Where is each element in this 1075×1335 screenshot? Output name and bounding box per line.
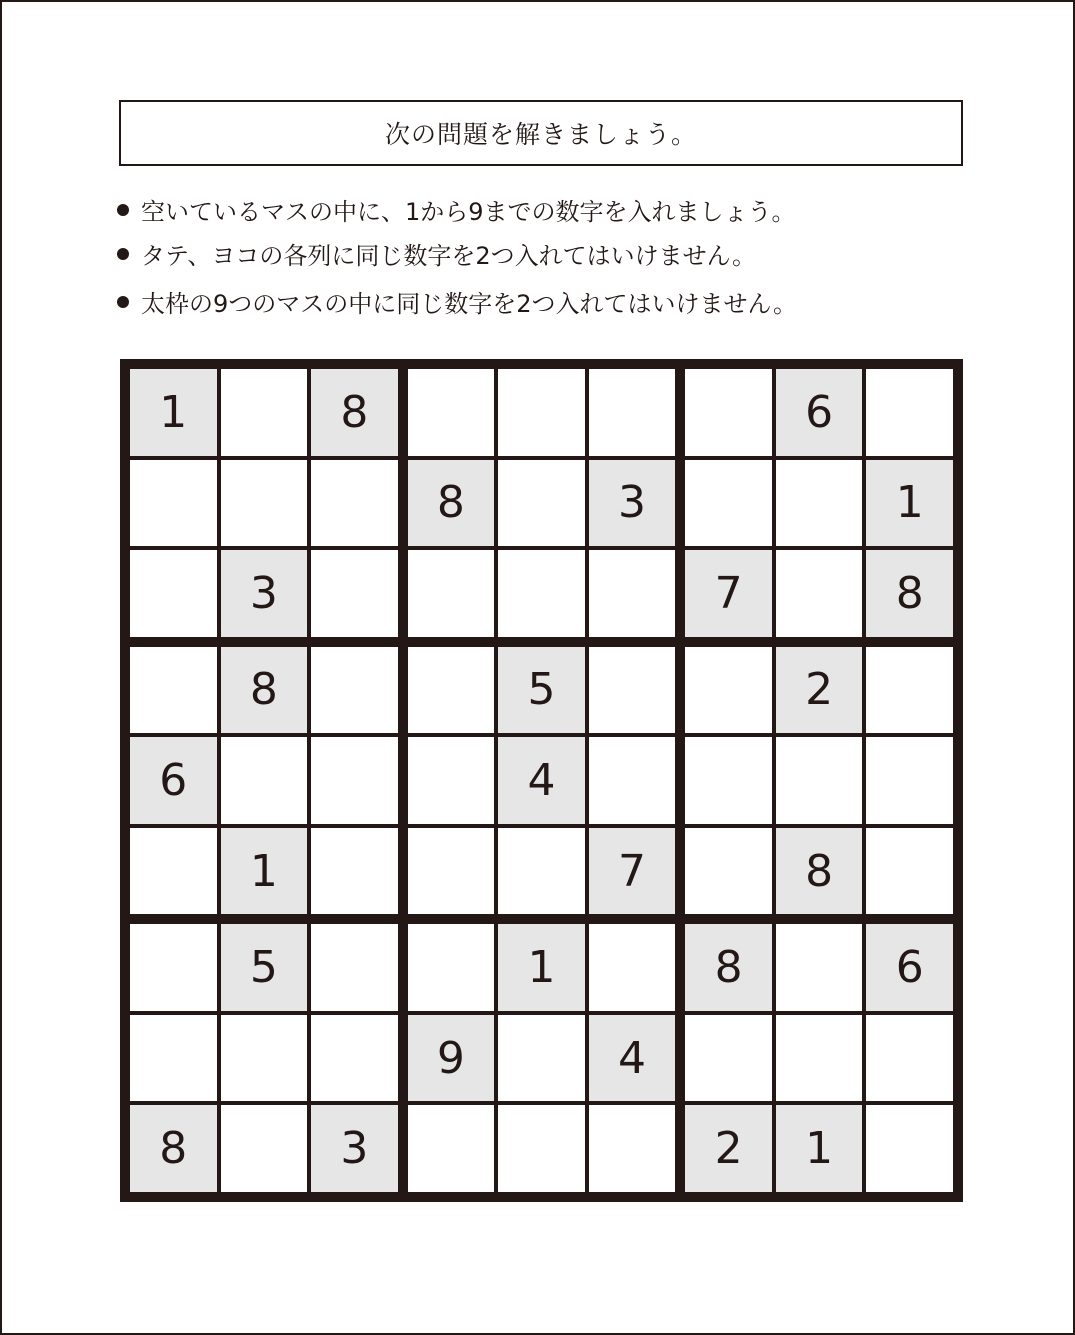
empty-cell[interactable]: [589, 647, 676, 734]
given-cell: 7: [685, 550, 772, 637]
empty-cell[interactable]: [776, 924, 863, 1011]
empty-cell[interactable]: [498, 369, 585, 456]
empty-cell[interactable]: [866, 647, 953, 734]
empty-cell[interactable]: [685, 647, 772, 734]
empty-cell[interactable]: [311, 460, 398, 547]
given-cell: 2: [685, 1105, 772, 1192]
empty-cell[interactable]: [866, 369, 953, 456]
empty-cell[interactable]: [589, 369, 676, 456]
empty-cell[interactable]: [866, 737, 953, 824]
empty-cell[interactable]: [866, 1015, 953, 1102]
empty-cell[interactable]: [408, 550, 495, 637]
given-cell: 1: [498, 924, 585, 1011]
empty-cell[interactable]: [130, 647, 217, 734]
rule-text: 太枠の9つのマスの中に同じ数字を2つ入れてはいけません。: [141, 290, 797, 318]
empty-cell[interactable]: [408, 369, 495, 456]
bullet-icon: [117, 248, 129, 260]
empty-cell[interactable]: [776, 550, 863, 637]
given-cell: 4: [589, 1015, 676, 1102]
empty-cell[interactable]: [589, 1105, 676, 1192]
instruction-title: [119, 100, 963, 166]
rule-item: [117, 236, 756, 271]
given-cell: 8: [685, 924, 772, 1011]
bullet-icon: [117, 204, 129, 216]
given-cell: 6: [130, 737, 217, 824]
given-cell: 9: [408, 1015, 495, 1102]
given-cell: 5: [498, 647, 585, 734]
given-cell: 1: [776, 1105, 863, 1192]
given-cell: 4: [498, 737, 585, 824]
empty-cell[interactable]: [408, 924, 495, 1011]
empty-cell[interactable]: [221, 369, 308, 456]
empty-cell[interactable]: [408, 828, 495, 915]
given-cell: 6: [776, 369, 863, 456]
given-cell: 5: [221, 924, 308, 1011]
empty-cell[interactable]: [221, 460, 308, 547]
given-cell: 1: [221, 828, 308, 915]
given-cell: 6: [866, 924, 953, 1011]
given-cell: 2: [776, 647, 863, 734]
empty-cell[interactable]: [221, 737, 308, 824]
empty-cell[interactable]: [498, 1015, 585, 1102]
empty-cell[interactable]: [130, 550, 217, 637]
rule-item: [117, 284, 797, 319]
empty-cell[interactable]: [311, 828, 398, 915]
empty-cell[interactable]: [311, 1015, 398, 1102]
empty-cell[interactable]: [311, 924, 398, 1011]
rule-text: タテ、ヨコの各列に同じ数字を2つ入れてはいけません。: [141, 242, 757, 270]
given-cell: 8: [866, 550, 953, 637]
empty-cell[interactable]: [589, 550, 676, 637]
empty-cell[interactable]: [130, 460, 217, 547]
given-cell: 7: [589, 828, 676, 915]
empty-cell[interactable]: [776, 460, 863, 547]
given-cell: 8: [408, 460, 495, 547]
bullet-icon: [117, 296, 129, 308]
empty-cell[interactable]: [498, 1105, 585, 1192]
empty-cell[interactable]: [221, 1015, 308, 1102]
empty-cell[interactable]: [311, 737, 398, 824]
empty-cell[interactable]: [685, 369, 772, 456]
sudoku-grid: [120, 359, 963, 1202]
empty-cell[interactable]: [130, 828, 217, 915]
empty-cell[interactable]: [866, 828, 953, 915]
empty-cell[interactable]: [130, 924, 217, 1011]
empty-cell[interactable]: [776, 1015, 863, 1102]
empty-cell[interactable]: [776, 737, 863, 824]
given-cell: 3: [221, 550, 308, 637]
empty-cell[interactable]: [866, 1105, 953, 1192]
empty-cell[interactable]: [408, 737, 495, 824]
given-cell: 3: [311, 1105, 398, 1192]
empty-cell[interactable]: [685, 828, 772, 915]
given-cell: 3: [589, 460, 676, 547]
empty-cell[interactable]: [408, 647, 495, 734]
empty-cell[interactable]: [311, 647, 398, 734]
rule-text: 空いているマスの中に、1から9までの数字を入れましょう。: [141, 198, 796, 226]
instruction-title-text: 次の問題を解きましょう。: [384, 120, 697, 149]
empty-cell[interactable]: [408, 1105, 495, 1192]
given-cell: 8: [130, 1105, 217, 1192]
empty-cell[interactable]: [685, 737, 772, 824]
empty-cell[interactable]: [685, 460, 772, 547]
given-cell: 8: [776, 828, 863, 915]
empty-cell[interactable]: [130, 1015, 217, 1102]
given-cell: 8: [311, 369, 398, 456]
given-cell: 1: [866, 460, 953, 547]
empty-cell[interactable]: [498, 460, 585, 547]
empty-cell[interactable]: [589, 924, 676, 1011]
empty-cell[interactable]: [589, 737, 676, 824]
empty-cell[interactable]: [498, 550, 585, 637]
empty-cell[interactable]: [685, 1015, 772, 1102]
given-cell: 1: [130, 369, 217, 456]
rule-item: [117, 192, 796, 227]
given-cell: 8: [221, 647, 308, 734]
empty-cell[interactable]: [498, 828, 585, 915]
empty-cell[interactable]: [221, 1105, 308, 1192]
empty-cell[interactable]: [311, 550, 398, 637]
